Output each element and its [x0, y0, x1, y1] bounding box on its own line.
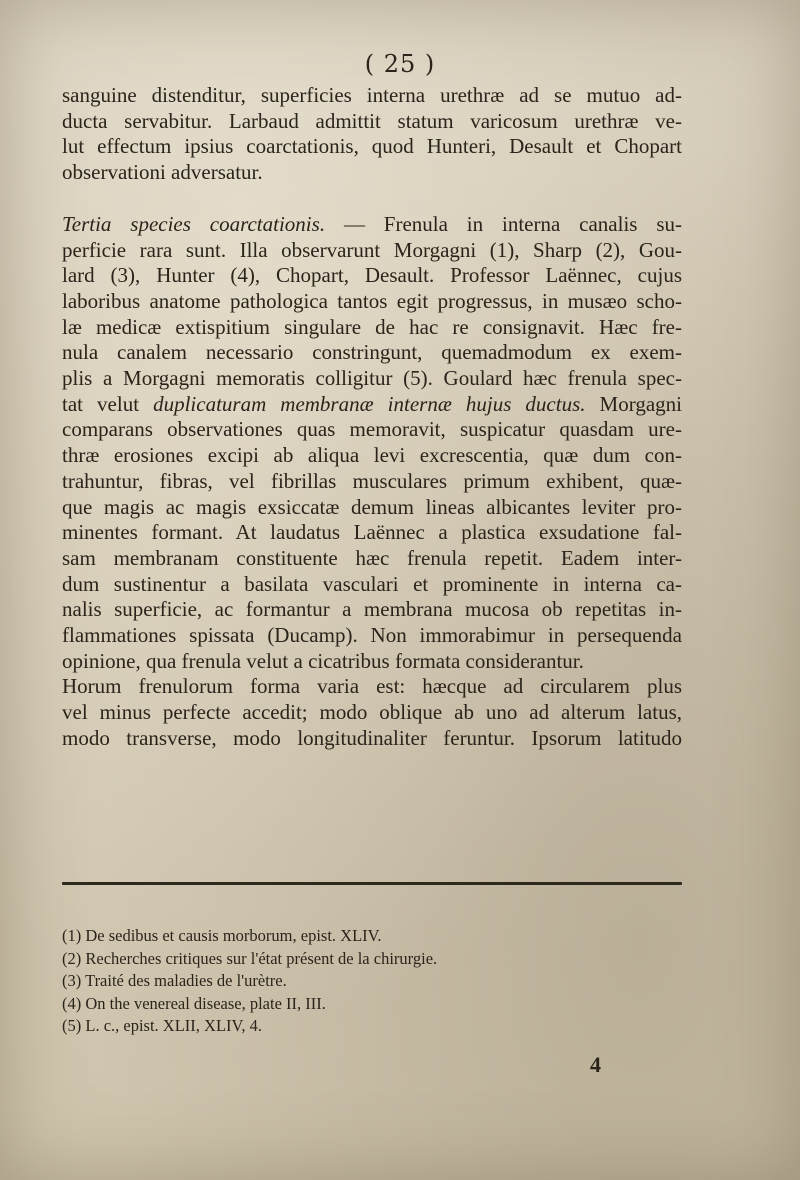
text-line: comparans observationes quas memoravit, suspicatur quasdam ure- [62, 417, 682, 442]
text-line: plis a Morgagni memoratis colligitur (5). Goulard hæc frenula spec- [62, 366, 682, 391]
footnote-1: (1) De sedibus et causis morborum, epist. XLIV. [62, 926, 382, 945]
paragraph-gap [62, 186, 682, 212]
text-line: dum sustinentur a basilata vasculari et prominente in interna ca- [62, 571, 682, 596]
text-line: lard (3), Hunter (4), Chopart, Desault. Professor Laënnec, cujus [62, 263, 682, 288]
paragraph-3 [62, 674, 682, 751]
text-line: læ medicæ extispitium singulare de hac re consignavit. Hæc fre- [62, 314, 682, 339]
text-line: thræ erosiones excipi ab aliqua levi excrescentia, quæ dum con- [62, 443, 682, 468]
text-line: nalis superficie, ac formantur a membrana mucosa ob repetitas in- [62, 597, 682, 622]
text-segment: Morgagni [585, 391, 683, 416]
text-line: lut effectum ipsius coarctationis, quod Hunteri, Desault et Chopart [62, 134, 682, 159]
text-line: minentes formant. At laudatus Laënnec a plastica exsudatione fal- [62, 520, 682, 545]
footnote-4: (4) On the venereal disease, plate II, III. [62, 993, 326, 1013]
text-line: opinione, qua frenula velut a cicatribus formata considerantur. [62, 648, 584, 673]
paragraph-1 [62, 83, 682, 186]
signature-mark: 4 [590, 1052, 601, 1077]
paragraph-2 [62, 212, 682, 675]
text-line: Horum frenulorum forma varia est: hæcque ad circularem plus [62, 674, 682, 699]
text-line [62, 392, 682, 418]
text-line [62, 212, 682, 238]
text-line: vel minus perfecte accedit; modo oblique ab uno ad alterum latus, [62, 700, 682, 725]
heading-continuation: — Frenula in interna canalis su- [325, 211, 682, 236]
text-line: sanguine distenditur, superficies interna urethræ ad se mutuo ad- [62, 83, 682, 107]
footnote-2: (2) Recherches critiques sur l'état présent de la chirurgie. [62, 948, 438, 968]
footnote-5: (5) L. c., epist. XLII, XLIV, 4. [62, 1016, 262, 1035]
section-heading: Tertia species coarctationis. [62, 211, 326, 236]
text-line: ducta servabitur. Larbaud admittit statum varicosum urethræ ve- [62, 108, 682, 133]
footnote-3: (3) Traité des maladies de l'urètre. [62, 971, 287, 990]
italic-quote: duplicaturam membranæ internæ hujus ductus. [153, 391, 586, 416]
footnote-divider [62, 882, 682, 885]
text-line: trahuntur, fibras, vel fibrillas musculares primum exhibent, quæ- [62, 468, 682, 493]
page-number: ( 25 ) [364, 50, 436, 78]
text-line: observationi adversatur. [62, 160, 263, 185]
text-line: sam membranam constituente hæc frenula repetit. Eadem inter- [62, 545, 682, 570]
text-line: que magis ac magis exsiccatæ demum lineas albicantes leviter pro- [62, 494, 682, 519]
body-text [62, 83, 682, 752]
footnotes [62, 925, 662, 1038]
text-line: flammationes spissata (Ducamp). Non immorabimur in persequenda [62, 623, 682, 648]
text-line: perficie rara sunt. Illa observarunt Morgagni (1), Sharp (2), Gou- [62, 237, 682, 262]
text-line: laboribus anatome pathologica tantos egit progressus, in musæo scho- [62, 288, 682, 313]
text-line: modo transverse, modo longitudinaliter feruntur. Ipsorum latitudo [62, 725, 682, 750]
text-segment: tat velut [62, 391, 154, 416]
text-line: nula canalem necessario constringunt, quemadmodum ex exem- [62, 340, 682, 365]
